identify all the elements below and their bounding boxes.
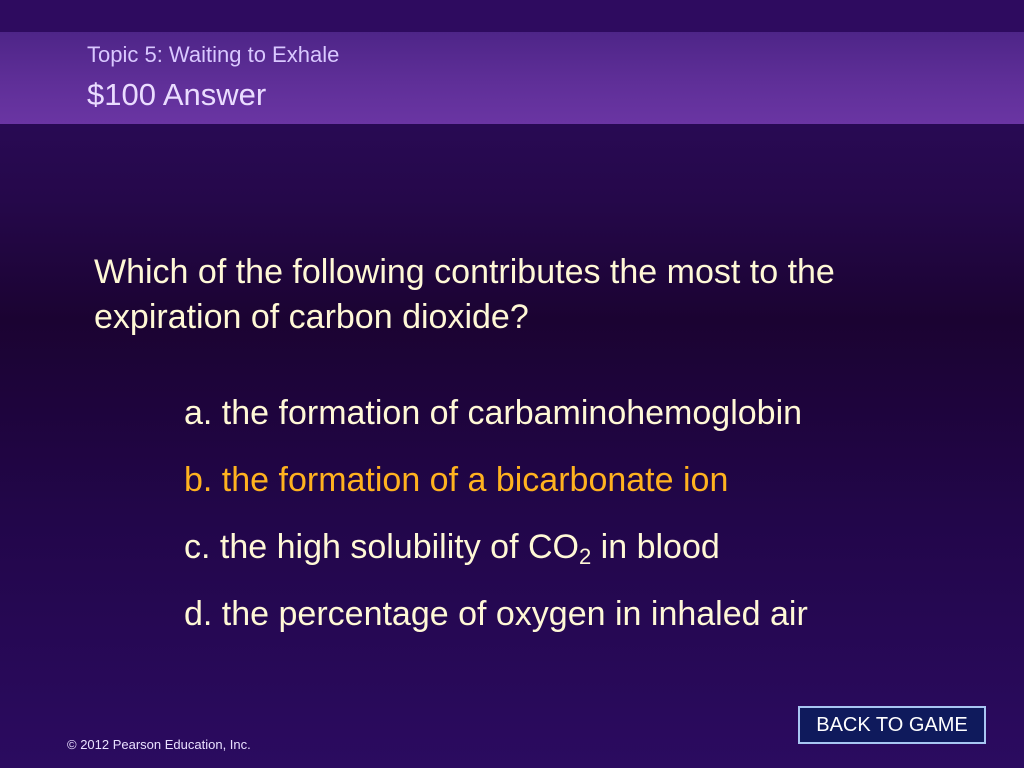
copyright-notice: © 2012 Pearson Education, Inc.: [67, 737, 251, 752]
top-strip: [0, 0, 1024, 32]
slide-title: $100 Answer: [87, 77, 267, 112]
option-c-subscript: 2: [578, 544, 592, 569]
topic-label: Topic 5: Waiting to Exhale: [87, 42, 340, 67]
option-d: d. the percentage of oxygen in inhaled air: [184, 595, 808, 633]
option-a: a. the formation of carbaminohemoglobin: [184, 394, 803, 432]
option-b-correct: b. the formation of a bicarbonate ion: [184, 461, 729, 499]
option-c-prefix: c. the high solubility of CO: [184, 528, 579, 566]
back-to-game-button[interactable]: BACK TO GAME: [798, 706, 986, 744]
question-text: Which of the following contributes the most to the expiration of carbon dioxide?: [94, 253, 835, 336]
option-c-suffix: in blood: [591, 528, 720, 566]
option-c: [184, 527, 720, 567]
